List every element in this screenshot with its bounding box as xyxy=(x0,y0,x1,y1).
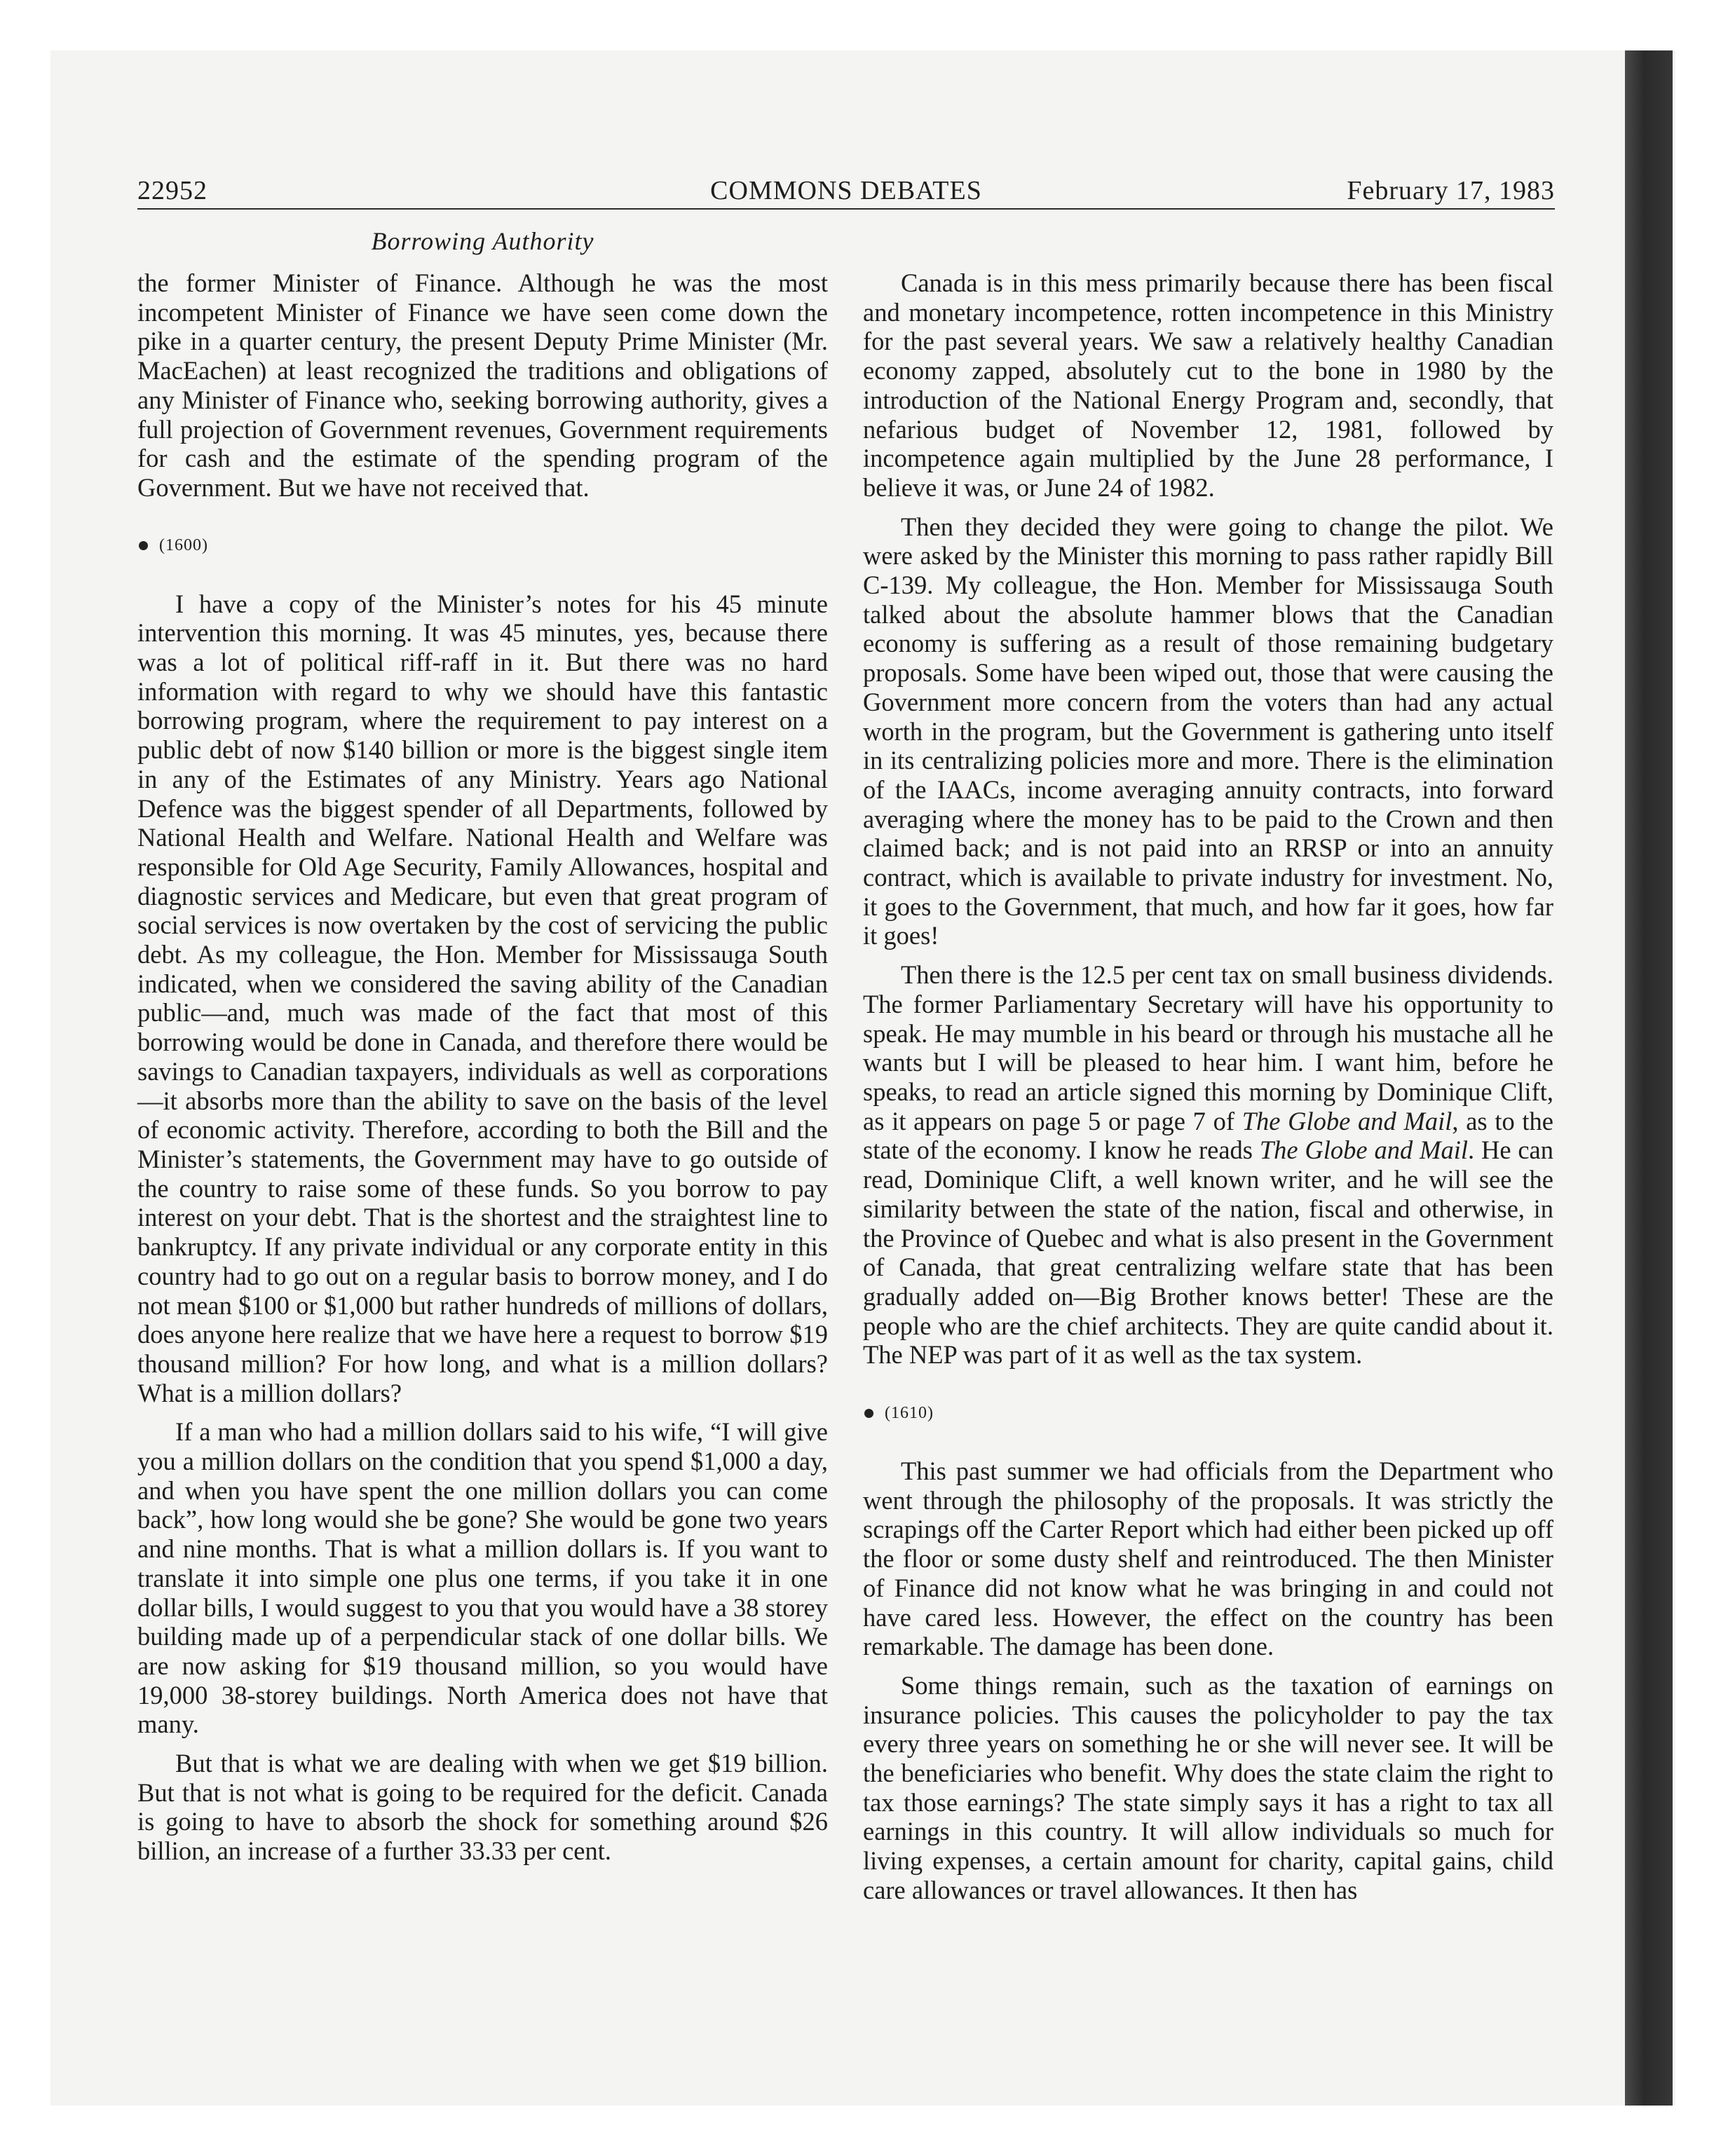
bullet-icon xyxy=(864,1409,873,1418)
paragraph-text: , as to the state of the economy. I know he reads xyxy=(863,1106,1553,1165)
publication-date: February 17, 1983 xyxy=(1347,176,1555,205)
paragraph-text: Then there is the 12.5 per cent tax on small business dividends. The former Parliamentary Secretary will have his opportunity to speak. He may mumble in his beard or through his mustache all he wants but I will be pleased to hear him. I want him, before he speaks, to read an article signed this morning by Dominique Clift, as it appears on page 5 or page 7 of xyxy=(863,960,1553,1135)
paragraph: Then they decided they were going to change the pilot. We were asked by the Minister this morning to pass rather rapidly Bill C-139. My colleague, the Hon. Member for Mississauga South talked about the absolute hammer blows that the Canadian economy is suffering as a result of those remaining budgetary proposals. Some have been wiped out, those that were causing the Government more concern from the voters than had any actual worth in the program, but the Government is gathering unto itself in its centralizing policies more and more. There is the elimination of the IAACs, income averaging annuity contracts, into forward averaging where the money has to be paid to the Crown and then claimed back; and is not paid into an RRSP or into an annuity contract, which is available to private industry for investment. No, it goes to the Government, that much, and how far it goes, how far it goes! xyxy=(863,512,1553,950)
paragraph: But that is what we are dealing with when we get $19 billion. But that is not what is going to be required for the deficit. Canada is going to have to absorb the shock for something around $26 billion, an increase of a further 33.33 per cent. xyxy=(137,1749,828,1866)
time-marker-label: (1610) xyxy=(885,1403,934,1422)
page-header xyxy=(137,174,1555,207)
left-column xyxy=(137,268,828,1866)
publication-title: COMMONS DEBATES xyxy=(710,176,982,205)
paragraph: If a man who had a million dollars said to his wife, “I will give you a million dollars on the condition that you spend $1,000 a day, and when you have spent the one million dollars you can come back”, how long would she be gone? She would be gone two years and nine months. That is what a million dollars is. If you want to translate it into simple one plus one terms, if you take it in one dollar bills, I would suggest to you that you would have a 38 storey building made up of a perpendicular stack of one dollar bills. We are now asking for $19 thousand million, so you would have 19,000 38-storey buildings. North America does not have that many. xyxy=(137,1417,828,1739)
time-marker-label: (1600) xyxy=(159,536,208,555)
page-number: 22952 xyxy=(137,176,207,205)
newspaper-title: The Globe and Mail xyxy=(1259,1135,1468,1165)
paragraph: I have a copy of the Minister’s notes for his 45 minute intervention this morning. It was 45 minutes, yes, because there was a lot of political riff-raff in it. But there was no hard information with regard to why we should have this fantastic borrowing program, where the requirement to pay interest on a public debt of now $140 billion or more is the biggest single item in any of the Estimates of any Ministry. Years ago National Defence was the biggest spender of all Departments, followed by National Health and Welfare. National Health and Welfare was responsible for Old Age Security, Family Allowances, hospital and diagnostic services and Medicare, but even that great program of social services is now overtaken by the cost of servicing the public debt. As my colleague, the Hon. Member for Mississauga South indicated, when we considered the saving ability of the Canadian public—and, much was made of the fact that most of this borrowing would be done in Canada, and therefore there would be savings to Canadian taxpayers, individuals as well as corporations—it absorbs more than the ability to save on the basis of the level of economic activity. Therefore, according to both the Bill and the Minister’s statements, the Government may have to go outside of the country to raise some of these funds. So you borrow to pay interest on your debt. That is the shortest and the straightest line to bankruptcy. If any private individual or any corporate entity in this country had to go out on a regular basis to borrow money, and I do not mean $100 or $1,000 but rather hundreds of millions of dollars, does anyone here realize that we have here a request to borrow $19 thousand million? For how long, and what is a million dollars? What is a million dollars? xyxy=(137,589,828,1407)
paragraph xyxy=(863,960,1553,1370)
time-marker xyxy=(137,503,828,589)
section-title: Borrowing Authority xyxy=(371,227,594,255)
paragraph: the former Minister of Finance. Although he was the most incompetent Minister of Finance we have seen come down the pike in a quarter century, the present Deputy Prime Minister (Mr. MacEachen) at least recognized the traditions and obligations of any Minister of Finance who, seeking borrowing authority, gives a full projection of Government revenues, Government requirements for cash and the estimate of the spending program of the Government. But we have not received that. xyxy=(137,268,828,502)
header-rule xyxy=(137,208,1555,210)
paragraph: This past summer we had officials from the Department who went through the philosophy of the proposals. It was strictly the scrapings off the Carter Report which had either been picked up off the floor or some dusty shelf and reintroduced. The then Minister of Finance did not know what he was bringing in and could not have cared less. However, the effect on the country has been remarkable. The damage has been done. xyxy=(863,1456,1553,1661)
paragraph: Canada is in this mess primarily because there has been fiscal and monetary incompetence, rotten incompetence in this Ministry for the past several years. We saw a relatively healthy Canadian economy zapped, absolutely cut to the bone in 1980 by the introduction of the National Energy Program and, secondly, that nefarious budget of November 12, 1981, followed by incompetence again multiplied by the June 28 performance, I believe it was, or June 24 of 1982. xyxy=(863,268,1553,502)
newspaper-title: The Globe and Mail xyxy=(1241,1106,1452,1135)
bullet-icon xyxy=(139,541,148,550)
paragraph-text: . He can read, Dominique Clift, a well known writer, and he will see the similarity between the state of the nation, fiscal and otherwise, in the Province of Quebec and what is also present in the Government of Canada, that great centralizing welfare state that has been gradually added on—Big Brother knows better! These are the people who are the chief architects. They are quite candid about it. The NEP was part of it as well as the tax system. xyxy=(863,1135,1554,1370)
right-column xyxy=(863,268,1553,1905)
scan-edge-bar xyxy=(1625,50,1673,2106)
time-marker xyxy=(863,1370,1553,1456)
paragraph: Some things remain, such as the taxation of earnings on insurance policies. This causes the policyholder to pay the tax every three years on something he or she will never see. It will be the beneficiaries who benefit. Why does the state claim the right to tax those earnings? The state simply says it has a right to tax all earnings in this country. It will allow individuals so much for living expenses, a certain amount for charity, capital gains, child care allowances or travel allowances. It then has xyxy=(863,1670,1553,1904)
